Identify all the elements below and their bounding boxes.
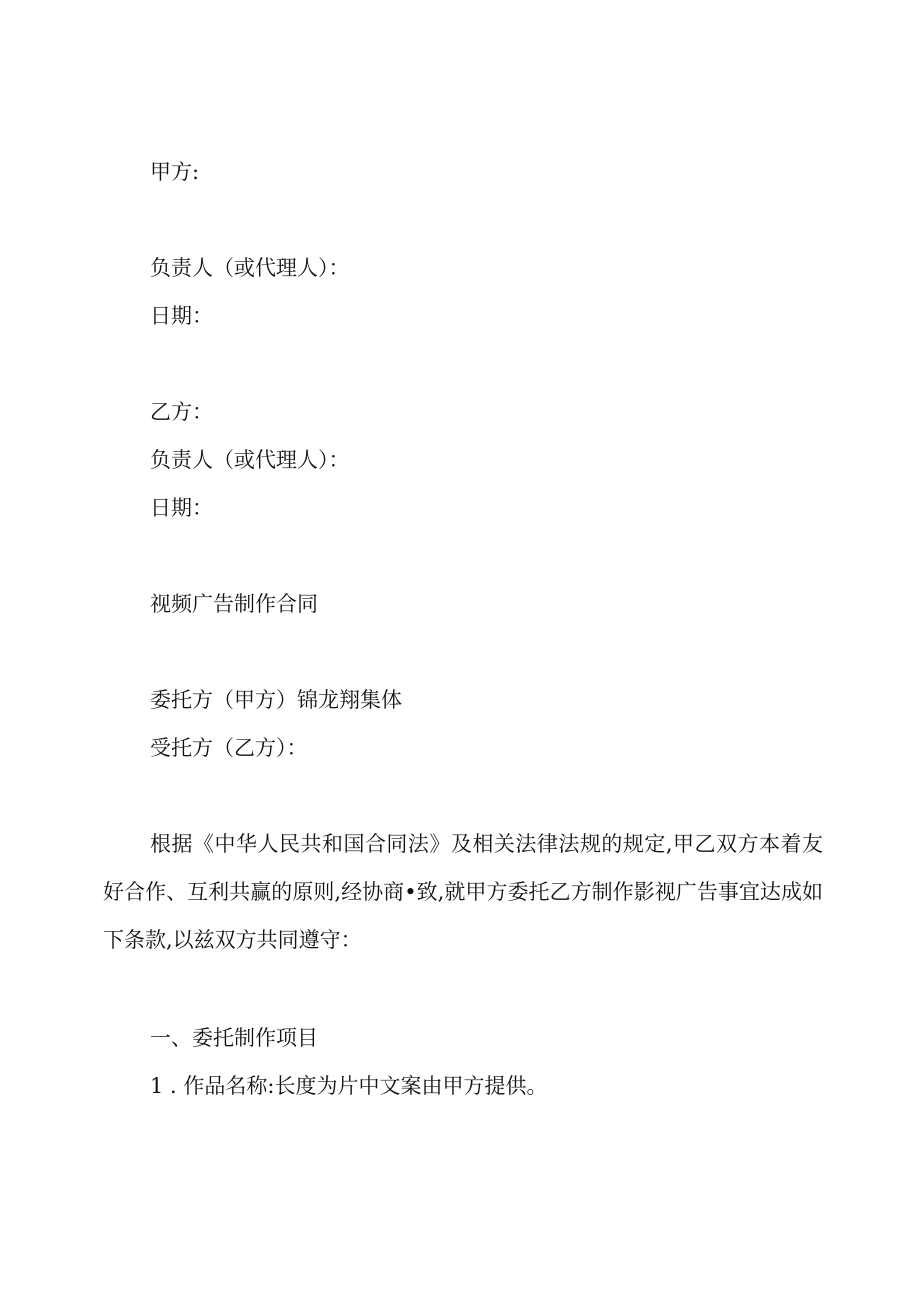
intro-paragraph: 根据《中华人民共和国合同法》及相关法律法规的规定,甲乙双方本着友好合作、互利共赢的原则,经协商•致,就甲方委托乙方制作影视广告事宜达成如下条款,以兹双方共同遵守： bbox=[103, 832, 823, 952]
party-a-label: 甲方: bbox=[150, 160, 200, 184]
contract-title: 视频广告制作合同 bbox=[150, 592, 318, 616]
client-line: 委托方（甲方）锦龙翔集体 bbox=[150, 688, 402, 712]
section-1-heading: 一、委托制作项目 bbox=[150, 1026, 318, 1050]
party-b-date-label: 日期： bbox=[150, 496, 213, 520]
party-b-label: 乙方： bbox=[150, 400, 213, 424]
party-b-representative-label: 负责人（或代理人）： bbox=[150, 448, 350, 472]
contractor-line: 受托方（乙方）： bbox=[150, 736, 308, 760]
item-1: 1 . 作品名称:长度为片中文案由甲方提供。 bbox=[150, 1074, 548, 1098]
party-a-date-label: 日期： bbox=[150, 304, 213, 328]
party-a-representative-label: 负责人（或代理人）： bbox=[150, 256, 350, 280]
